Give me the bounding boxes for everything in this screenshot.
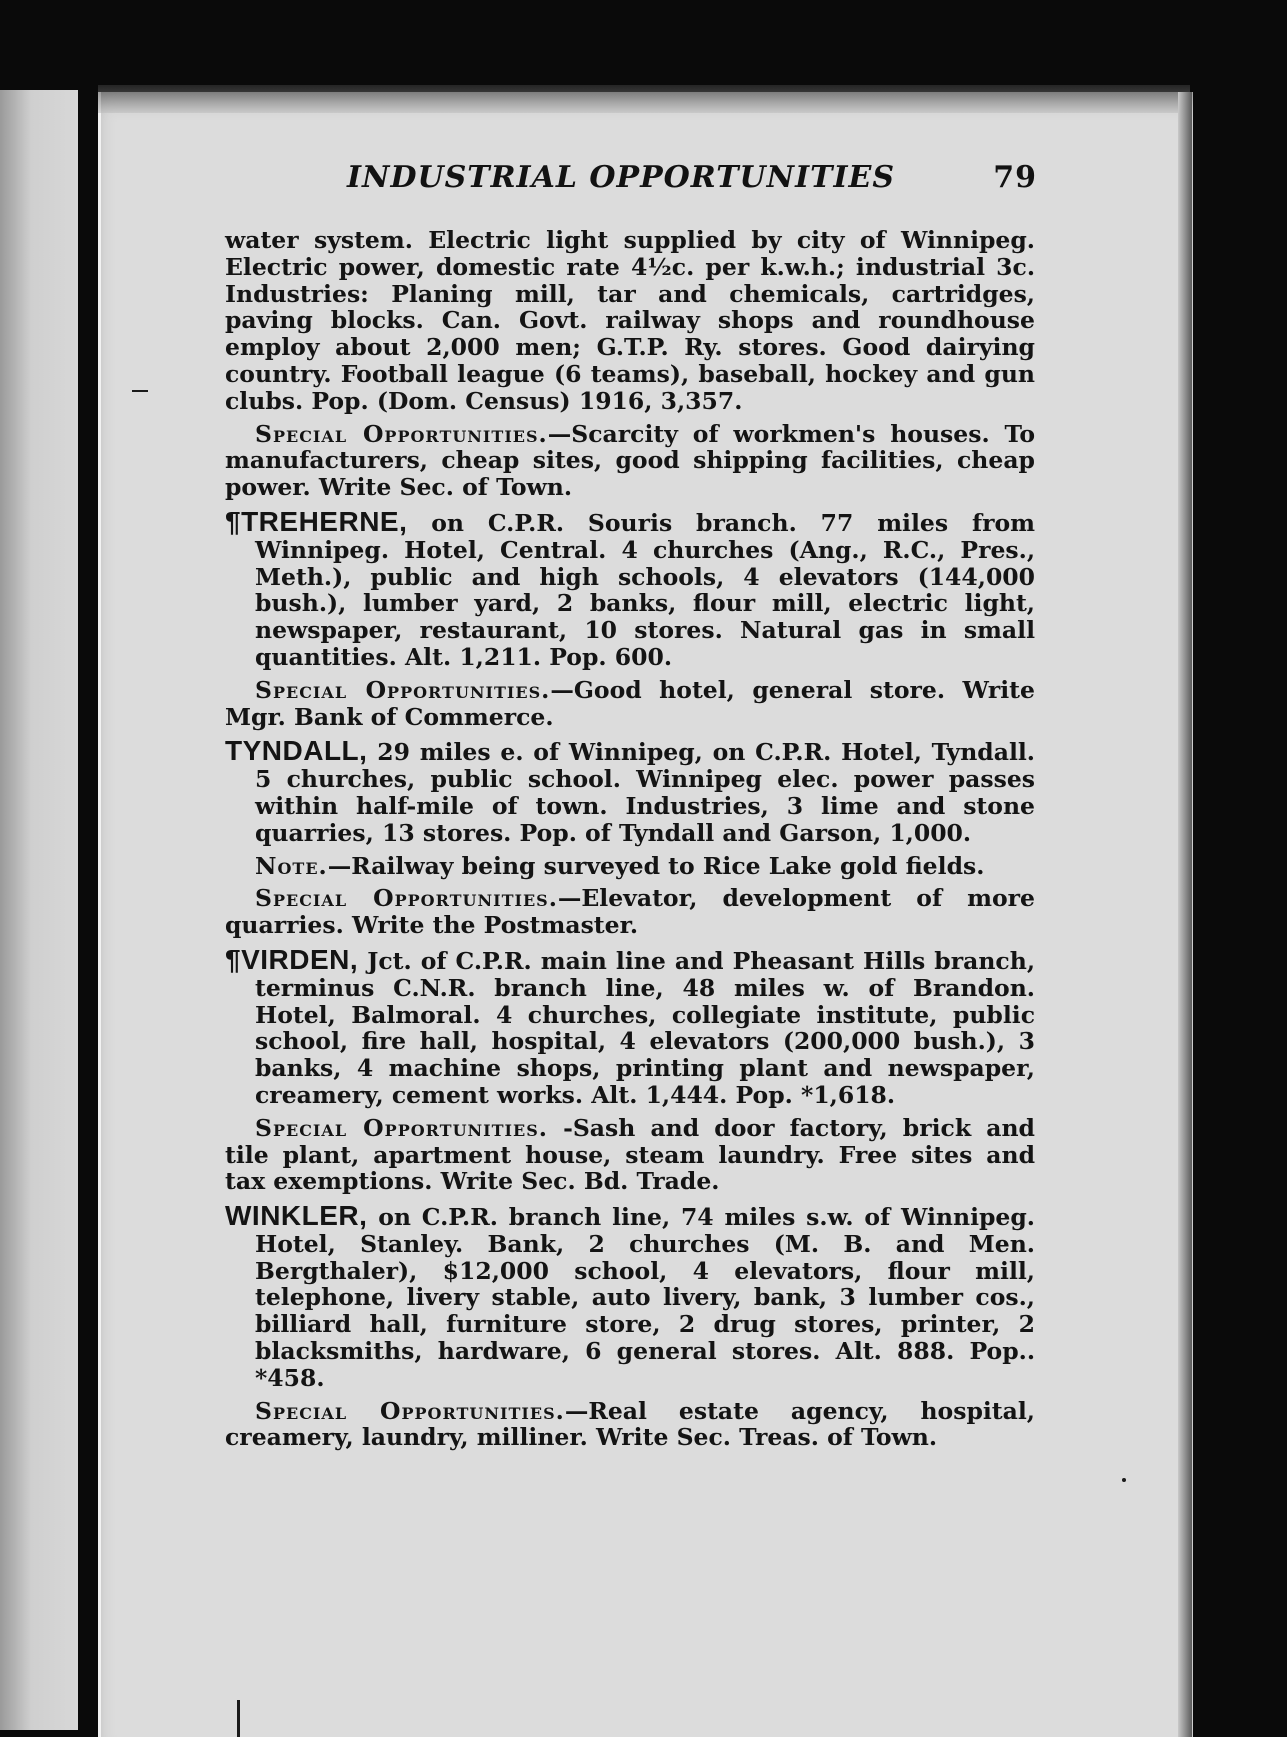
special-label: Special Opportunities. [255, 419, 548, 448]
special-label: Special Opportunities. [255, 1113, 548, 1142]
note-text: —Railway being surveyed to Rice Lake gold fields. [327, 851, 985, 880]
entry-name: TREHERNE, [241, 505, 408, 537]
special-text: —Good hotel, general store. Write Mgr. Bank of Commerce. [225, 675, 1035, 731]
continuation-paragraph: water system. Electric light supplied by city of Winnipeg. Electric power, domestic rate 4½c. per k.w.h.; industrial 3c. Industries: Planing mill, tar and chemicals, cartridges, paving blocks. Can. Govt. railway shops and roundhouse employ about 2,000 men; G.T.P. Ry. stores. Good dairying country. Football league (6 teams), baseball, hockey and gun clubs. Pop. (Dom. Census) 1916, 3,357. [225, 226, 1035, 415]
margin-dash-mark [132, 390, 148, 392]
note-paragraph [225, 853, 1035, 880]
bottom-scan-mark [237, 1700, 240, 1737]
page-top-shadow [98, 85, 1190, 113]
entry-virden [225, 943, 1035, 1109]
article-body [225, 227, 1035, 1451]
special-opportunities-paragraph [225, 1398, 1035, 1452]
entry-name: WINKLER, [225, 1200, 368, 1232]
entry-winkler [225, 1200, 1035, 1392]
margin-dot-mark [1122, 1478, 1126, 1482]
special-text: —Real estate agency, hospital, creamery, laundry, milliner. Write Sec. Treas. of Town. [225, 1396, 1035, 1452]
special-text: -Sash and door factory, brick and tile plant, apartment house, steam laundry. Free sites and tax exemptions. Write Sec. Bd. Trade. [225, 1113, 1035, 1196]
special-text: —Elevator, development of more quarries. Write the Postmaster. [225, 884, 1035, 940]
entry-marker: ¶ [225, 505, 242, 537]
special-opportunities-paragraph [225, 421, 1035, 501]
special-label: Special Opportunities. [255, 884, 558, 913]
entry-name: VIRDEN, [241, 943, 359, 975]
entry-treherne [225, 505, 1035, 671]
entry-marker: ¶ [225, 943, 242, 975]
special-label: Special Opportunities. [255, 675, 551, 704]
entry-body: 29 miles e. of Winnipeg, on C.P.R. Hotel, Tyndall. 5 churches, public school. Winnipeg elec. power passes within half-mile of town. Industries, 3 lime and stone quarries, 13 stores. Pop. of Tyndall and Garson, 1,000. [255, 738, 1035, 847]
entry-tyndall [225, 735, 1035, 847]
entry-body: on C.P.R. Souris branch. 77 miles from Winnipeg. Hotel, Central. 4 churches (Ang., R.C., Pres., Meth.), public and high schools, 4 elevators (144,000 bush.), lumber yard, 2 banks, flour mill, electric light, newspaper, restaurant, 10 stores. Natural gas in small quantities. Alt. 1,211. Pop. 600. [255, 508, 1035, 671]
page-right-edge [1178, 92, 1192, 1737]
special-label: Special Opportunities. [255, 1396, 565, 1425]
running-header [347, 160, 1037, 204]
special-opportunities-paragraph [225, 885, 1035, 939]
entry-body: on C.P.R. branch line, 74 miles s.w. of Winnipeg. Hotel, Stanley. Bank, 2 churches (M. B. and Men. Bergthaler), $12,000 school, 4 elevators, flour mill, telephone, livery stable, auto livery, bank, 3 lumber cos., billiard hall, furniture store, 2 drug stores, printer, 2 blacksmiths, hardware, 6 general stores. Alt. 888. Pop.. *458. [255, 1203, 1035, 1392]
entry-body: Jct. of C.P.R. main line and Pheasant Hills branch, terminus C.N.R. branch line, 48 miles w. of Brandon. Hotel, Balmoral. 4 churches, collegiate institute, public school, fire hall, hospital, 4 elevators (200,000 bush.), 3 banks, 4 machine shops, printing plant and newspaper, creamery, cement works. Alt. 1,444. Pop. *1,618. [255, 946, 1035, 1109]
special-text: —Scarcity of workmen's houses. To manufacturers, cheap sites, good shipping facilities, cheap power. Write Sec. of Town. [225, 419, 1035, 502]
special-opportunities-paragraph [225, 1115, 1035, 1195]
header-title: INDUSTRIAL OPPORTUNITIES [347, 160, 896, 195]
page-number: 79 [993, 160, 1037, 195]
special-opportunities-paragraph [225, 677, 1035, 731]
note-label: Note. [255, 851, 328, 880]
facing-page-edge [0, 90, 78, 1730]
entry-name: TYNDALL, [225, 735, 368, 767]
